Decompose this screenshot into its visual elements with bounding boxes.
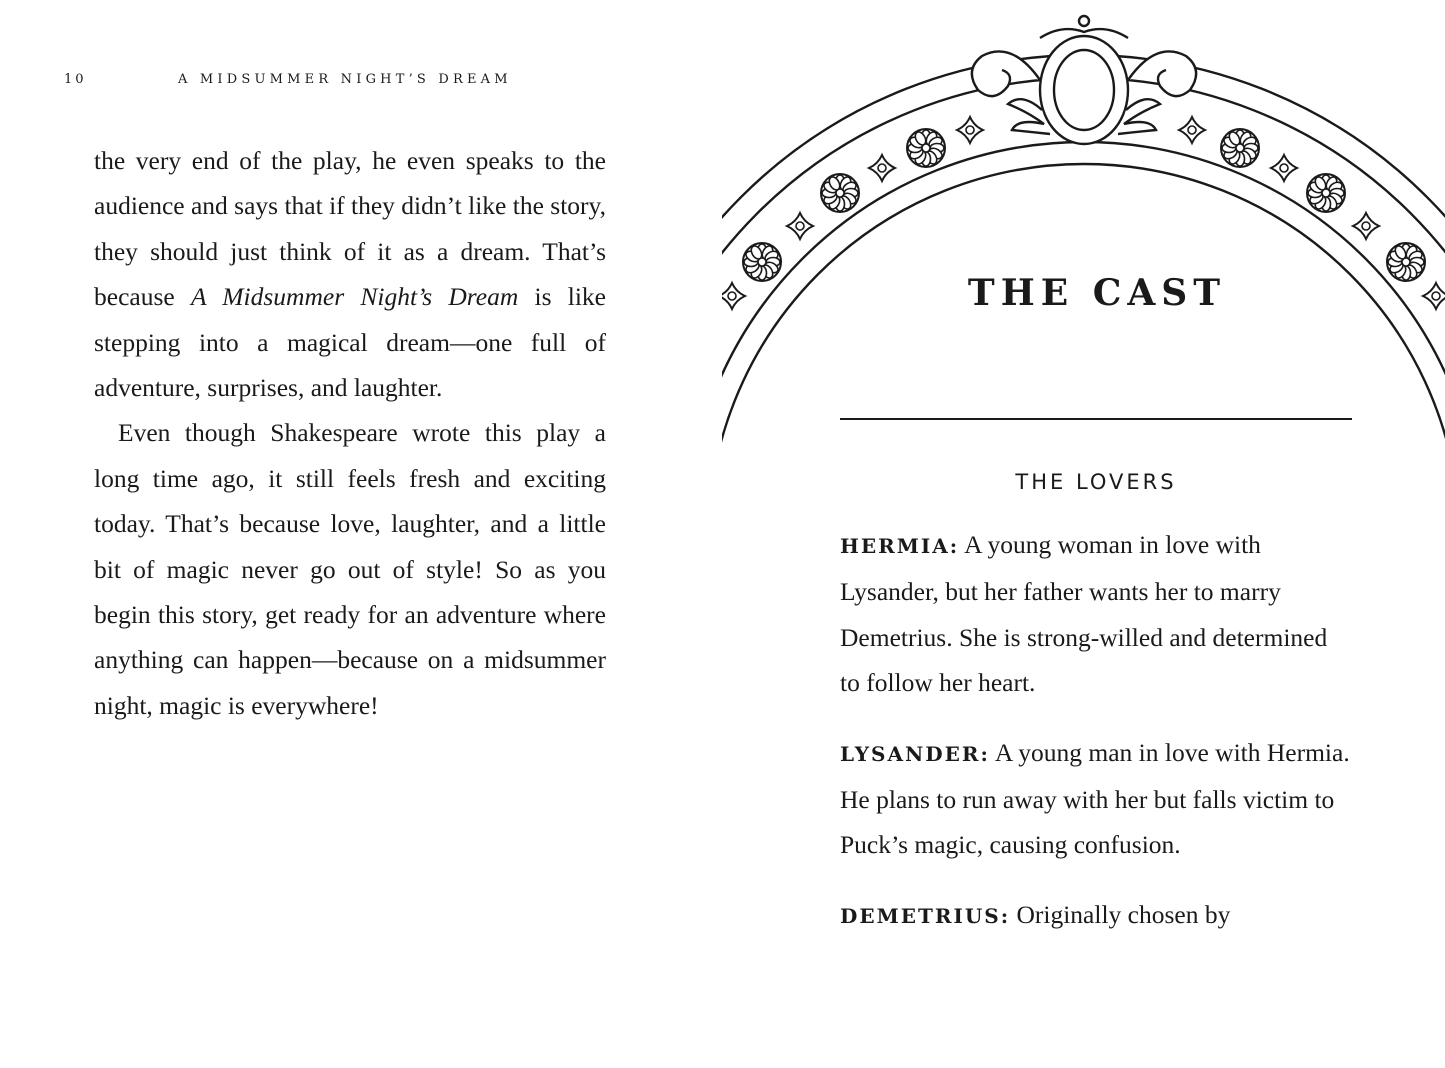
right-page — [722, 0, 1445, 1068]
paragraph-text: is like stepping into a magical dream—one full of adventure, surprises, and laughter. — [94, 282, 607, 403]
divider-rule — [840, 418, 1352, 420]
cast-entry — [840, 730, 1352, 868]
paragraph — [94, 138, 606, 410]
paragraph-text: the very end of the play, he even speaks to the audience and says that if they didn’t like the story, they should just think of it as a dream. That’s because — [94, 146, 606, 312]
page-number: 10 — [64, 72, 87, 87]
cast-list — [840, 522, 1352, 963]
body-text — [94, 138, 606, 728]
cast-description: Originally chosen by — [1010, 899, 1231, 929]
running-head: A MIDSUMMER NIGHT’S DREAM — [178, 72, 512, 87]
rosette-icon — [743, 129, 1425, 281]
left-page — [0, 0, 722, 1068]
cast-name: DEMETRIUS: — [840, 903, 1011, 928]
ornamental-arch-frame — [722, 0, 1445, 460]
section-heading: THE LOVERS — [1015, 470, 1177, 494]
cast-description: A young man in love with Hermia. He plans to run away with her but falls victim to Puck’s magic, causing confusion. — [840, 737, 1350, 860]
cast-description: A young woman in love with Lysander, but her father wants her to marry Demetrius. She is strong-willed and determined to follow her heart. — [840, 530, 1328, 698]
cast-entry — [840, 892, 1352, 939]
paragraph: Even though Shakespeare wrote this play a long time ago, it still feels fresh and exciting today. That’s because love, laughter, and a little bit of magic never go out of style! So as you begin this story, get ready for an adventure where anything can happen—because on a midsummer night, magic is everywhere! — [94, 418, 606, 720]
cast-name: HERMIA: — [840, 534, 960, 558]
cast-title: THE CAST — [967, 272, 1227, 314]
cast-name: LYSANDER: — [840, 741, 990, 766]
cast-entry — [840, 522, 1352, 706]
crest-ornament-icon — [972, 16, 1196, 144]
play-title: A Midsummer Night’s Dream — [190, 282, 519, 312]
